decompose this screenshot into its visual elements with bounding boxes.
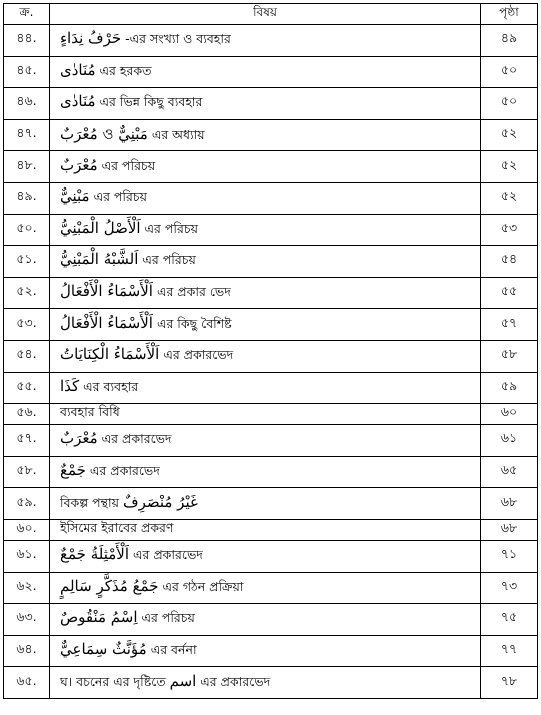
arabic-term: مُنَادٰى bbox=[60, 92, 96, 111]
arabic-term: جَمْعٌ bbox=[60, 461, 86, 480]
table-row bbox=[4, 488, 538, 520]
row-serial: ৬১. bbox=[4, 540, 50, 572]
row-serial: ৪৯. bbox=[4, 182, 50, 214]
arabic-term: اَلْأَسْمَاءُ الْأَفْعَالُ bbox=[60, 313, 153, 332]
row-page: ৭৫ bbox=[481, 604, 538, 636]
row-topic bbox=[50, 540, 481, 572]
header-serial: ক্র. bbox=[4, 4, 50, 25]
row-topic bbox=[50, 25, 481, 57]
row-topic bbox=[50, 151, 481, 183]
row-serial: ৪৭. bbox=[4, 119, 50, 151]
table-row bbox=[4, 88, 538, 120]
topic-text: এর পরিচয় bbox=[144, 220, 198, 236]
table-row bbox=[4, 404, 538, 425]
topic-text: এর প্রকারভেদ bbox=[200, 673, 271, 689]
row-page: ৫০ bbox=[481, 56, 538, 88]
row-serial: ৬৪. bbox=[4, 635, 50, 667]
row-serial: ৫১. bbox=[4, 246, 50, 278]
row-serial: ৫৭. bbox=[4, 425, 50, 457]
row-topic bbox=[50, 214, 481, 246]
row-page: ৫২ bbox=[481, 182, 538, 214]
row-page: ৫৮ bbox=[481, 340, 538, 372]
arabic-term: اسم bbox=[169, 671, 197, 690]
row-serial: ৫২. bbox=[4, 277, 50, 309]
row-topic bbox=[50, 88, 481, 120]
arabic-term: مُؤَنَّثٌ سِمَاعِيٌّ bbox=[60, 639, 147, 658]
topic-text: এর পরিচয় bbox=[142, 252, 196, 268]
table-row bbox=[4, 425, 538, 457]
table-row bbox=[4, 667, 538, 699]
row-serial: ৪৪. bbox=[4, 25, 50, 57]
row-topic bbox=[50, 572, 481, 604]
row-serial: ৪৮. bbox=[4, 151, 50, 183]
row-serial: ৬০. bbox=[4, 519, 50, 540]
arabic-term: اَلْأَصْلُ الْمَبْنِيُّ bbox=[60, 218, 141, 237]
row-topic bbox=[50, 425, 481, 457]
row-topic bbox=[50, 182, 481, 214]
toc-body bbox=[4, 25, 538, 699]
row-page: ৫২ bbox=[481, 119, 538, 151]
table-row bbox=[4, 372, 538, 404]
row-serial: ৬২. bbox=[4, 572, 50, 604]
arabic-term: مُعْرَبٌ bbox=[60, 155, 98, 174]
topic-text: বিকল্প পন্থায় bbox=[60, 494, 120, 510]
table-row bbox=[4, 540, 538, 572]
arabic-term: كَذَا bbox=[60, 376, 80, 395]
row-topic bbox=[50, 246, 481, 278]
topic-text: এর পরিচয় bbox=[93, 189, 147, 205]
row-topic bbox=[50, 309, 481, 341]
table-row bbox=[4, 214, 538, 246]
topic-text: এর গঠন প্রক্রিয়া bbox=[162, 578, 244, 594]
row-topic bbox=[50, 604, 481, 636]
topic-text: এর প্রকারভেদ bbox=[132, 547, 203, 563]
table-row bbox=[4, 604, 538, 636]
arabic-term: اَلْأَسْمَاءُ الْكِنَايَاتُ bbox=[60, 345, 160, 364]
row-page: ৬৮ bbox=[481, 488, 538, 520]
row-page: ৫০ bbox=[481, 88, 538, 120]
row-page: ৭১ bbox=[481, 540, 538, 572]
topic-text: -এর সংখ্যা ও ব্যবহার bbox=[125, 31, 231, 47]
row-page: ৬১ bbox=[481, 425, 538, 457]
row-serial: ৬৩. bbox=[4, 604, 50, 636]
row-topic bbox=[50, 488, 481, 520]
row-topic bbox=[50, 404, 481, 425]
row-page: ৫৩ bbox=[481, 214, 538, 246]
topic-text: এর বর্ননা bbox=[150, 641, 197, 657]
topic-text: এর প্রকারভেদ bbox=[163, 347, 234, 363]
row-topic bbox=[50, 340, 481, 372]
row-topic bbox=[50, 635, 481, 667]
row-serial: ৫৬. bbox=[4, 404, 50, 425]
table-row bbox=[4, 56, 538, 88]
table-row bbox=[4, 25, 538, 57]
row-topic bbox=[50, 456, 481, 488]
toc-table bbox=[3, 3, 538, 699]
row-topic bbox=[50, 667, 481, 699]
arabic-term: اَلْأَسْمَاءُ الْأَفْعَالُ bbox=[60, 282, 153, 301]
topic-text: এর প্রকারভেদ bbox=[89, 463, 160, 479]
arabic-term: جَمْعُ مُذَكَّرٍ سَالِمٍ bbox=[60, 576, 159, 595]
arabic-term: مَبْنِيٌّ bbox=[60, 187, 90, 206]
arabic-term: اَلشَّبْهُ الْمَبْنِيُّ bbox=[60, 250, 139, 269]
arabic-term: اَلْأَمْثِلَةُ جَمْعٌ bbox=[60, 545, 129, 564]
row-page: ৪৯ bbox=[481, 25, 538, 57]
row-serial: ৫৩. bbox=[4, 309, 50, 341]
arabic-term: غَيْرُ مُنْصَرِفٌ bbox=[123, 492, 198, 511]
row-topic bbox=[50, 277, 481, 309]
topic-text: এর কিছু বৈশিষ্ট bbox=[156, 315, 232, 331]
row-page: ৫৫ bbox=[481, 277, 538, 309]
topic-text: এর হরকত bbox=[99, 62, 152, 78]
row-page: ৫২ bbox=[481, 151, 538, 183]
row-page: ৭৮ bbox=[481, 667, 538, 699]
table-row bbox=[4, 635, 538, 667]
topic-text: এর পরিচয় bbox=[141, 610, 195, 626]
table-row bbox=[4, 246, 538, 278]
row-page: ৬০ bbox=[481, 404, 538, 425]
arabic-term: مُنَادٰى bbox=[60, 60, 96, 79]
row-page: ৫৯ bbox=[481, 372, 538, 404]
row-page: ৭৩ bbox=[481, 572, 538, 604]
table-row bbox=[4, 519, 538, 540]
topic-text: এর ব্যবহার bbox=[83, 378, 139, 394]
arabic-term: اِسْمُ مَنْقُوصٌ bbox=[60, 608, 138, 627]
row-topic bbox=[50, 372, 481, 404]
row-page: ৬৫ bbox=[481, 456, 538, 488]
arabic-term: حَرْفُ نِدَاءٍ bbox=[60, 29, 122, 48]
topic-text: ব্যবহার বিধি bbox=[60, 404, 120, 420]
arabic-term: مَبْنِيٌّ ও مُعْرَبٌ bbox=[60, 124, 148, 143]
row-serial: ৫০. bbox=[4, 214, 50, 246]
row-serial: ৫৪. bbox=[4, 340, 50, 372]
topic-text: এর প্রকারভেদ bbox=[101, 431, 172, 447]
row-serial: ৪৬. bbox=[4, 88, 50, 120]
header-page: পৃষ্ঠা bbox=[481, 4, 538, 25]
row-page: ৫৭ bbox=[481, 309, 538, 341]
row-topic bbox=[50, 119, 481, 151]
topic-text: ঘ। বচনের এর দৃষ্টিতে bbox=[60, 673, 166, 689]
table-row bbox=[4, 456, 538, 488]
table-row bbox=[4, 572, 538, 604]
row-page: ৫৪ bbox=[481, 246, 538, 278]
header-row bbox=[4, 4, 538, 25]
row-topic bbox=[50, 519, 481, 540]
row-topic bbox=[50, 56, 481, 88]
table-row bbox=[4, 277, 538, 309]
row-page: ৬৮ bbox=[481, 519, 538, 540]
row-serial: ৫৯. bbox=[4, 488, 50, 520]
row-serial: ৫৮. bbox=[4, 456, 50, 488]
table-row bbox=[4, 182, 538, 214]
row-serial: ৬৫. bbox=[4, 667, 50, 699]
table-row bbox=[4, 151, 538, 183]
row-serial: ৫৫. bbox=[4, 372, 50, 404]
topic-text: ইসিমের ইরাবের প্রকরণ bbox=[60, 519, 174, 535]
topic-text: এর ভিন্ন কিছু ব্যবহার bbox=[99, 94, 203, 110]
row-serial: ৪৫. bbox=[4, 56, 50, 88]
topic-text: এর পরিচয় bbox=[101, 157, 156, 173]
table-row bbox=[4, 309, 538, 341]
topic-text: এর অধ্যায় bbox=[151, 126, 205, 142]
topic-text: এর প্রকার ভেদ bbox=[156, 284, 231, 300]
arabic-term: مُعْرَبٌ bbox=[60, 429, 98, 448]
header-topic: বিষয় bbox=[50, 4, 481, 25]
table-row bbox=[4, 340, 538, 372]
row-page: ৭৭ bbox=[481, 635, 538, 667]
table-row bbox=[4, 119, 538, 151]
